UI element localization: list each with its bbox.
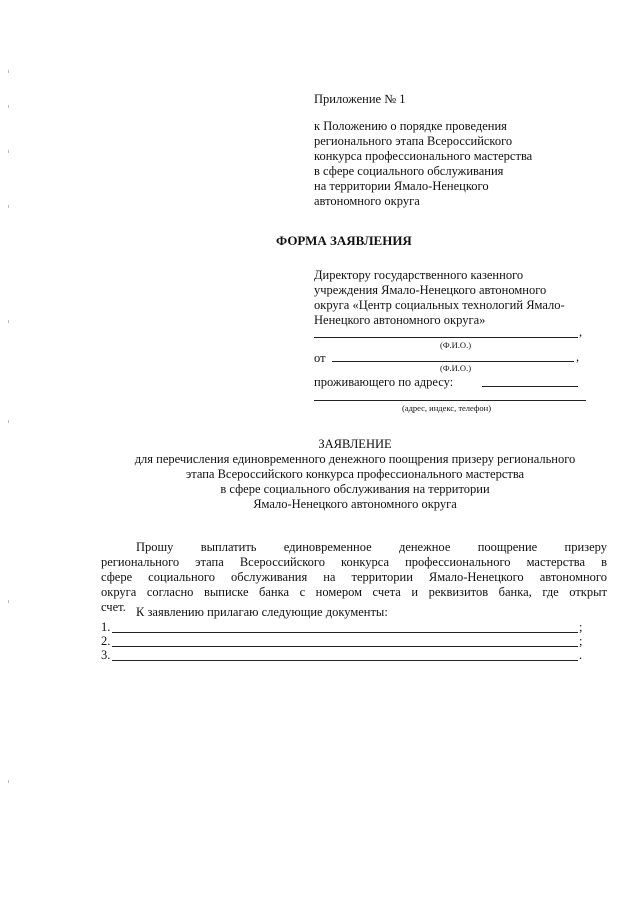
fio-caption: (Ф.И.О.)	[440, 340, 472, 350]
addressee-line: учреждения Ямало-Ненецкого автономного	[314, 283, 547, 297]
paragraph-line: регионального этапа Всероссийского конкурса профессионального мастерства в	[101, 555, 607, 569]
appendix-title: Приложение № 1	[314, 92, 406, 106]
appendix-line: на территории Ямало-Ненецкого	[314, 179, 489, 193]
addressee-line: Директору государственного казенного	[314, 268, 524, 282]
address-field-1[interactable]	[482, 386, 578, 387]
attachment-end: ;	[579, 634, 583, 648]
statement-subtitle-line: для перечисления единовременного денежного поощрения призеру регионального	[134, 452, 576, 466]
applicant-fio-field[interactable]	[332, 361, 574, 362]
paragraph-line: счет.	[101, 600, 126, 614]
attachment-number: 2.	[101, 634, 111, 648]
field-comma: ,	[579, 325, 583, 339]
field-comma: ,	[576, 350, 580, 364]
addressee-line: Ненецкого автономного округа»	[314, 313, 486, 327]
paragraph-line: округа согласно выписке банка с номером счета и реквизитов банка, где открыт	[101, 585, 607, 599]
paragraph-line: сфере социального обслуживания на территории Ямало-Ненецкого автономного	[101, 570, 607, 584]
address-caption: (адрес, индекс, телефон)	[402, 403, 492, 413]
attachment-field-1[interactable]	[112, 632, 578, 633]
address-field-2[interactable]	[314, 400, 586, 401]
appendix-line: к Положению о порядке проведения	[314, 119, 507, 133]
attachment-number: 1.	[101, 620, 111, 634]
addressee-line: округа «Центр социальных технологий Ямало-	[314, 298, 565, 312]
statement-subtitle-line: Ямало-Ненецкого автономного округа	[253, 497, 457, 511]
form-title: ФОРМА ЗАЯВЛЕНИЯ	[276, 233, 412, 248]
director-fio-field[interactable]	[314, 337, 578, 338]
attachment-end: ;	[579, 620, 583, 634]
statement-subtitle-line: этапа Всероссийского конкурса профессионального мастерства	[185, 467, 525, 481]
attachment-field-3[interactable]	[112, 660, 578, 661]
attachment-end: .	[579, 648, 583, 662]
residing-label: проживающего по адресу:	[314, 375, 454, 389]
appendix-line: в сфере социального обслуживания	[314, 164, 504, 178]
fio-caption: (Ф.И.О.)	[440, 363, 472, 373]
appendix-line: конкурса профессионального мастерства	[314, 149, 533, 163]
appendix-line: регионального этапа Всероссийского	[314, 134, 513, 148]
attachment-field-2[interactable]	[112, 646, 578, 647]
paragraph-line: Прошу выплатить единовременное денежное поощрение призеру	[136, 540, 607, 554]
from-label: от	[314, 351, 326, 365]
attachments-label: К заявлению прилагаю следующие документы:	[136, 605, 388, 619]
statement-title: ЗАЯВЛЕНИЕ	[318, 437, 392, 451]
appendix-line: автономного округа	[314, 194, 420, 208]
attachment-number: 3.	[101, 648, 111, 662]
statement-subtitle-line: в сфере социального обслуживания на территории	[220, 482, 490, 496]
